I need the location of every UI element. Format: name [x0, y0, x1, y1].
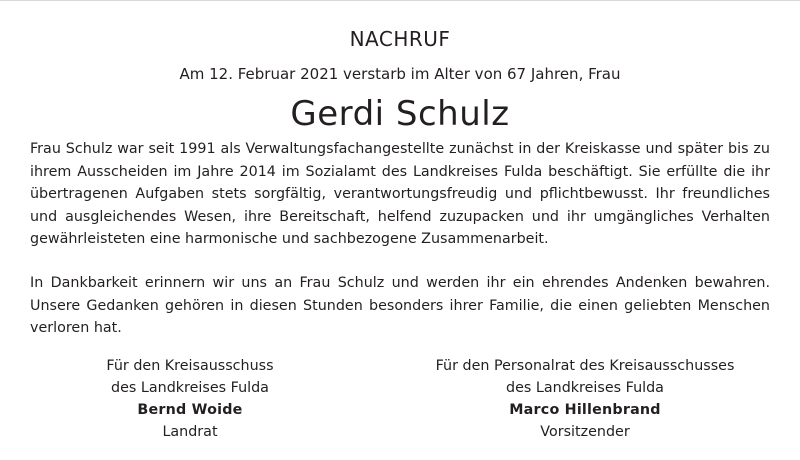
- signatory-role: Vorsitzender: [540, 424, 630, 440]
- signature-org-line: Für den Kreisausschuss: [106, 358, 274, 374]
- signatory-role: Landrat: [162, 424, 218, 440]
- notice-heading: NACHRUF: [349, 27, 451, 51]
- signature-org-line: des Landkreises Fulda: [111, 380, 269, 396]
- signature-org-line: Für den Personalrat des Kreisausschusses: [435, 358, 735, 374]
- deceased-name: Gerdi Schulz: [290, 94, 510, 134]
- signature-block-kreisausschuss: [40, 355, 340, 443]
- notice-intro: Am 12. Februar 2021 verstarb im Alter von 67 Jahren, Frau: [179, 65, 621, 83]
- signature-block-personalrat: [400, 355, 770, 443]
- signature-org-line: des Landkreises Fulda: [506, 380, 664, 396]
- remembrance-paragraph: In Dankbarkeit erinnern wir uns an Frau Schulz und werden ihr ein ehrendes Andenken bewahren. Unsere Gedanken gehören in diesen Stunden besonders ihrer Familie, die einen geliebten Menschen verloren hat.: [30, 275, 770, 336]
- signatory-name: Marco Hillenbrand: [509, 402, 661, 418]
- tribute-paragraph: Frau Schulz war seit 1991 als Verwaltungsfachangestellte zunächst in der Kreiskasse und später bis zu ihrem Ausscheiden im Jahre 2014 im Sozialamt des Landkreises Fulda beschäftigt. Sie erfüllte die ihr übertragenen Aufgaben stets sorgfältig, verantwortungsfreudig und pflichtbewusst. Ihr freundliches und ausgleichendes Wesen, ihre Bereitschaft, helfend zuzupacken und ihr umgängliches Verhalten gewährleisteten eine harmonische und sachbezogene Zusammenarbeit.: [30, 141, 770, 247]
- signatory-name: Bernd Woide: [137, 402, 243, 418]
